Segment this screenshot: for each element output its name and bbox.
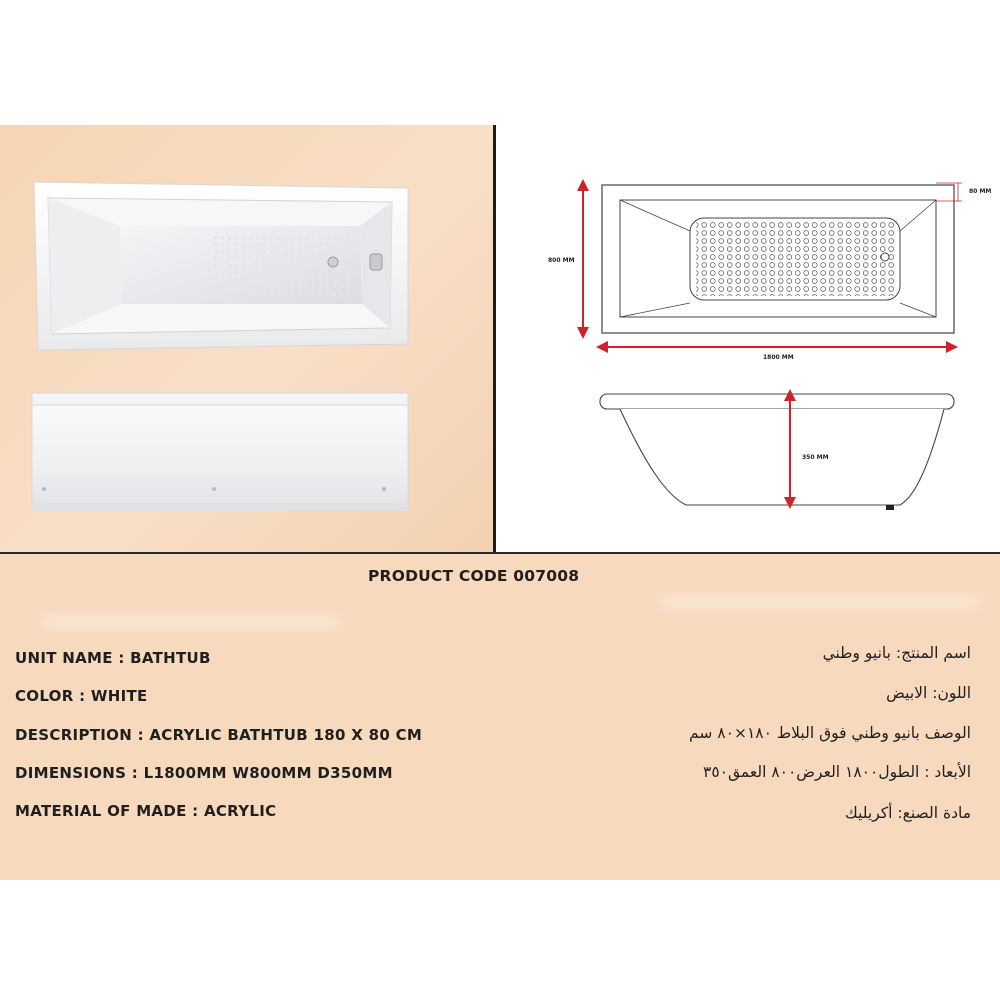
- rim-width-label: 80 MM: [969, 188, 992, 195]
- product-code: PRODUCT CODE 007008: [368, 567, 580, 585]
- spec-ar-material: مادة الصنع: أكريليك: [845, 804, 971, 822]
- product-info: [0, 554, 1000, 880]
- spec-color: COLOR : WHITE: [15, 687, 148, 705]
- photo-panel: [0, 125, 493, 552]
- spec-ar-description: الوصف بانيو وطني فوق البلاط ١٨٠×٨٠ سم: [689, 724, 971, 742]
- spec-ar-dimensions: الأبعاد : الطول١٨٠٠ العرض٨٠٠ العمق٣٥٠: [703, 763, 971, 781]
- spec-description: DESCRIPTION : ACRYLIC BATHTUB 180 X 80 CM: [15, 726, 423, 744]
- width-dimension: [548, 185, 583, 333]
- length-dimension-label: 1800 MM: [763, 354, 794, 361]
- spec-ar-color: اللون: الابيض: [886, 684, 971, 702]
- spec-unit-name: UNIT NAME : BATHTUB: [15, 649, 211, 667]
- width-dimension-label: 800 MM: [548, 257, 575, 264]
- side-view: [600, 394, 954, 510]
- spec-material: MATERIAL OF MADE : ACRYLIC: [15, 802, 277, 820]
- spec-dimensions: DIMENSIONS : L1800MM W800MM D350MM: [15, 764, 393, 782]
- bathtub-top-photo: [30, 178, 412, 350]
- bathtub-front-panel-photo: [30, 389, 412, 524]
- depth-dimension-label: 350 MM: [802, 454, 829, 461]
- faded-watermark-left: [40, 614, 340, 630]
- faded-watermark-right: [660, 594, 980, 610]
- spec-ar-unit-name: اسم المنتج: بانيو وطني: [822, 644, 971, 662]
- plan-view: [602, 185, 954, 333]
- length-dimension: [602, 347, 952, 361]
- technical-drawing-panel: [496, 125, 1000, 552]
- technical-drawing: [496, 125, 1000, 552]
- product-sheet: [0, 125, 1000, 880]
